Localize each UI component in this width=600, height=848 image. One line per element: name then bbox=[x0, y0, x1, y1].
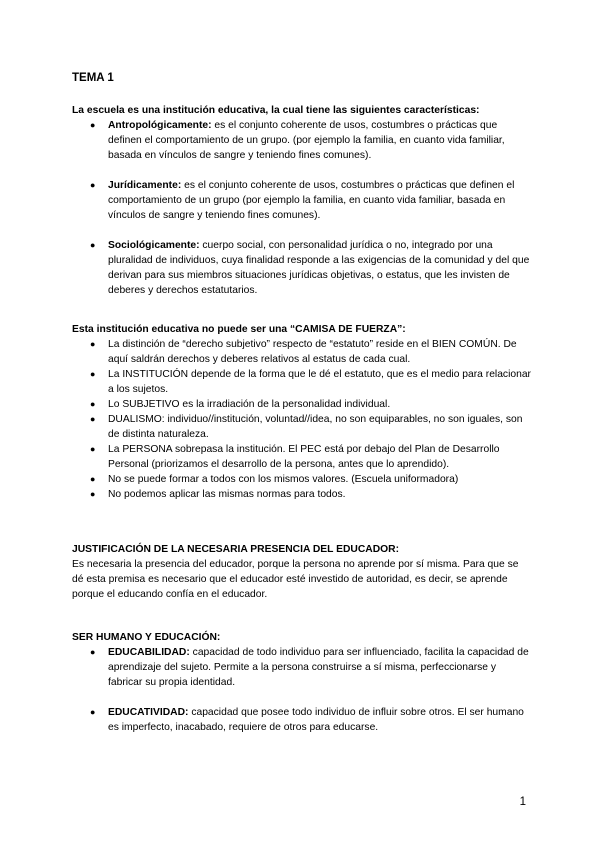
item-text: La PERSONA sobrepasa la institución. El PEC está por debajo del Plan de Desarrollo Personal (priorizamos el desarrollo de la persona, antes que lo aprendido). bbox=[108, 444, 500, 470]
bullet-icon: ● bbox=[90, 707, 96, 717]
term-description: es el conjunto coherente de usos, costumbres o prácticas que definen el comportamiento de un grupo (por ejemplo la familia, en cuanto vida familiar, basada en vínculos de sangre y teniendo fines comunes). bbox=[108, 180, 515, 221]
list-item bbox=[72, 645, 532, 690]
section-camisa-de-fuerza bbox=[72, 322, 532, 502]
list-item bbox=[72, 442, 532, 472]
bullet-icon: ● bbox=[90, 240, 96, 250]
term-description: es el conjunto coherente de usos, costumbres o prácticas que definen el comportamiento de un grupo. (por ejemplo la familia, en cuanto vida familiar, basada en vínculos de sangre y teniendo fines comunes). bbox=[108, 120, 505, 161]
bullet-icon: ● bbox=[90, 414, 96, 424]
item-text: Lo SUBJETIVO es la irradiación de la personalidad individual. bbox=[108, 399, 391, 410]
bullet-icon: ● bbox=[90, 369, 96, 379]
list-item bbox=[72, 487, 532, 502]
section-paragraph: Es necesaria la presencia del educador, porque la persona no aprende por sí misma. Para que se dé esta premisa es necesario que el educador esté investido de autoridad, es decir, se aprende porque el educando confía en el educador. bbox=[72, 559, 519, 600]
bullet-icon: ● bbox=[90, 399, 96, 409]
bullet-icon: ● bbox=[90, 339, 96, 349]
bullet-icon: ● bbox=[90, 489, 96, 499]
section-heading: La escuela es una institución educativa, la cual tiene las siguientes características: bbox=[72, 105, 480, 116]
term-label: EDUCATIVIDAD: bbox=[108, 707, 189, 718]
term-label: EDUCABILIDAD: bbox=[108, 647, 190, 658]
list-item bbox=[72, 705, 532, 735]
term-label: Sociológicamente: bbox=[108, 240, 200, 251]
document-title: TEMA 1 bbox=[72, 72, 114, 84]
item-text: La INSTITUCIÓN depende de la forma que le dé el estatuto, que es el medio para relacionar a los sujetos. bbox=[108, 369, 531, 395]
term-description: capacidad que posee todo individuo de influir sobre otros. El ser humano es imperfecto, inacabado, requiere de otros para educarse. bbox=[108, 707, 524, 733]
list-item bbox=[72, 337, 532, 367]
section-heading: JUSTIFICACIÓN DE LA NECESARIA PRESENCIA DEL EDUCADOR: bbox=[72, 544, 400, 555]
list-item bbox=[72, 472, 532, 487]
list-item bbox=[72, 118, 532, 163]
term-description: cuerpo social, con personalidad jurídica o no, integrado por una pluralidad de individuos, cuya finalidad responde a las exigencias de la comunidad y del que derivan para sus miembros situaciones jurídicas objetivas, o estatus, que les invisten de deberes y derechos estatutarios. bbox=[108, 240, 530, 296]
term-label: Jurídicamente: bbox=[108, 180, 182, 191]
item-text: La distinción de “derecho subjetivo” respecto de “estatuto” reside en el BIEN COMÚN. De aquí saldrán derechos y deberes relativos al estatus de cada cual. bbox=[108, 339, 517, 365]
bullet-icon: ● bbox=[90, 444, 96, 454]
list-item bbox=[72, 412, 532, 442]
bullet-icon: ● bbox=[90, 180, 96, 190]
term-description: capacidad de todo individuo para ser influenciado, facilita la capacidad de aprendizaje del sujeto. Permite a la persona construirse a sí misma, perfeccionarse y fabricar su propia identidad. bbox=[108, 647, 529, 688]
page-number: 1 bbox=[519, 796, 526, 808]
item-text: DUALISMO: individuo//institución, voluntad//idea, no son equiparables, no son iguales, son de distinta naturaleza. bbox=[108, 414, 523, 440]
term-label: Antropológicamente: bbox=[108, 120, 212, 131]
camisa-list bbox=[72, 337, 532, 502]
item-text: No se puede formar a todos con los mismos valores. (Escuela uniformadora) bbox=[108, 474, 459, 485]
bullet-icon: ● bbox=[90, 474, 96, 484]
section-ser-humano bbox=[72, 630, 532, 735]
bullet-icon: ● bbox=[90, 647, 96, 657]
section-characteristics bbox=[72, 103, 532, 298]
bullet-icon: ● bbox=[90, 120, 96, 130]
item-text: No podemos aplicar las mismas normas para todos. bbox=[108, 489, 346, 500]
ser-humano-list bbox=[72, 645, 532, 735]
list-item bbox=[72, 397, 532, 412]
section-justificacion bbox=[72, 542, 532, 602]
section-heading: SER HUMANO Y EDUCACIÓN: bbox=[72, 632, 221, 643]
characteristics-list bbox=[72, 118, 532, 298]
section-heading: Esta institución educativa no puede ser una “CAMISA DE FUERZA”: bbox=[72, 324, 406, 335]
list-item bbox=[72, 238, 532, 298]
list-item bbox=[72, 178, 532, 223]
list-item bbox=[72, 367, 532, 397]
